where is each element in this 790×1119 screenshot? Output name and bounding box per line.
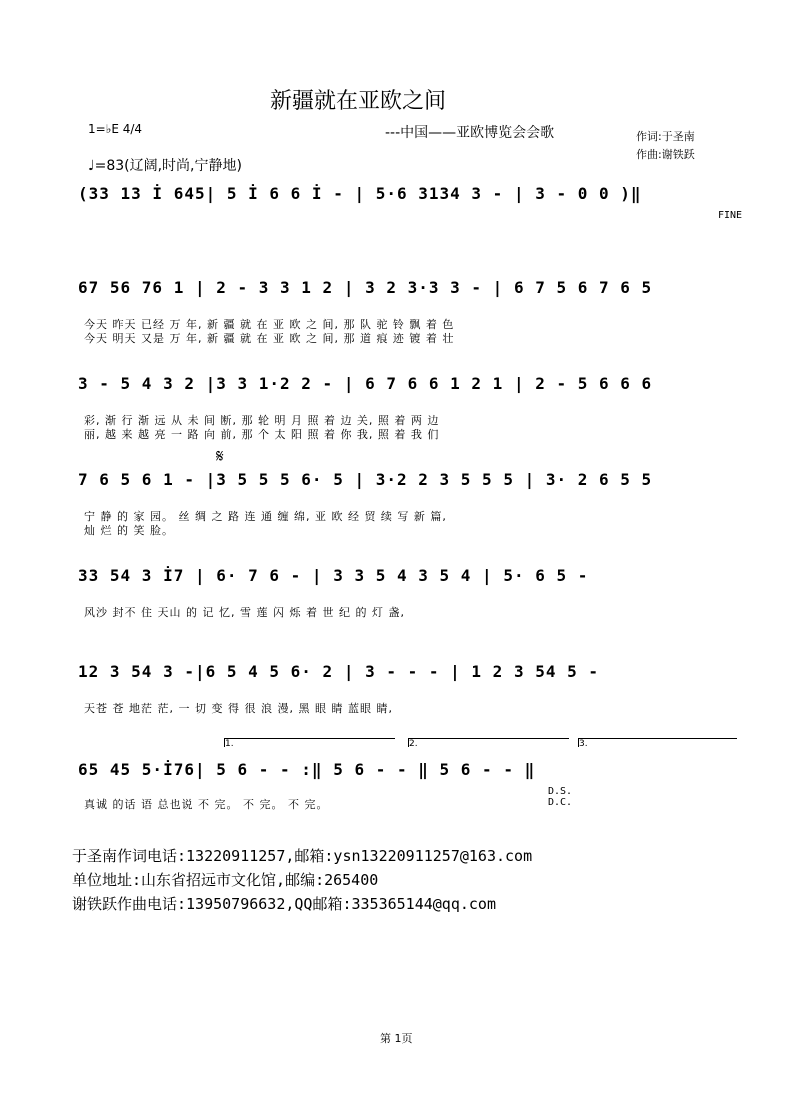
fine-marker: FINE bbox=[718, 210, 743, 221]
lyric-verse-1: 宁 静 的 家 园。 丝 绸 之 路 连 通 缠 绵, 亚 欧 经 贸 续 写 新 篇, bbox=[84, 510, 447, 523]
notation: 33 54 3 İ7 | 6· 7 6 - | 3 3 5 4 3 5 4 | 5· 6 5 - bbox=[78, 566, 589, 585]
contact-line-3: 谢铁跃作曲电话:13950796632,QQ邮箱:335365144@qq.com bbox=[72, 895, 496, 913]
lyric-verse-1: 彩, 渐 行 渐 远 从 未 间 断, 那 轮 明 月 照 着 边 关, 照 着 两 边 bbox=[84, 414, 440, 427]
lyric-verse-1: 真诚 的话 语 总也说 不 完。 不 完。 不 完。 bbox=[84, 798, 329, 811]
notation: 65 45 5·İ76| 5 6 - - :‖ 5 6 - - ‖ 5 6 - - ‖ bbox=[78, 760, 536, 779]
lyric-verse-2: 灿 烂 的 笑 脸。 bbox=[84, 524, 174, 537]
composer-credit: 作曲:谢铁跃 bbox=[636, 148, 695, 161]
notation: 67 56 76 1 | 2 - 3 3 1 2 | 3 2 3·3 3 - | 6 7 5 6 7 6 5 bbox=[78, 278, 653, 297]
notation: 3 - 5 4 3 2 |3 3 1·2 2 - | 6 7 6 6 1 2 1 | 2 - 5 6 6 6 bbox=[78, 374, 653, 393]
lyric-verse-2: 丽, 越 来 越 亮 一 路 向 前, 那 个 太 阳 照 着 你 我, 照 着 我 们 bbox=[84, 428, 440, 441]
lyric-verse-1: 风沙 封不 住 天山 的 记 忆, 雪 莲 闪 烁 着 世 纪 的 灯 盏, bbox=[84, 606, 405, 619]
volta-2: 2. bbox=[408, 738, 569, 747]
lyric-verse-2: 今天 明天 又是 万 年, 新 疆 就 在 亚 欧 之 间, 那 道 痕 迹 镀 着 壮 bbox=[84, 332, 455, 345]
tempo-marking: ♩=83(辽阔,时尚,宁静地) bbox=[88, 158, 242, 174]
key-signature: 1=♭E 4/4 bbox=[88, 122, 143, 136]
lyric-verse-1: 今天 昨天 已经 万 年, 新 疆 就 在 亚 欧 之 间, 那 队 驼 铃 飘 着 色 bbox=[84, 318, 455, 331]
contact-line-1: 于圣南作词电话:13220911257,邮箱:ysn13220911257@163.com bbox=[72, 847, 533, 865]
page-number: 第 1页 bbox=[380, 1032, 413, 1045]
lyric-verse-1: 天苍 苍 地茫 茫, 一 切 变 得 很 浪 漫, 黑 眼 睛 蓝眼 睛, bbox=[84, 702, 393, 715]
notation: 7 6 5 6 1 - |3 5 5 5 6· 5 | 3·2 2 3 5 5 5 | 3· 2 6 5 5 bbox=[78, 470, 653, 489]
notation: (33 13 İ 645| 5 İ 6 6 İ - | 5·6 3134 3 - | 3 - 0 0 )‖ bbox=[78, 184, 642, 203]
song-title: 新疆就在亚欧之间 bbox=[270, 89, 447, 114]
volta-1: 1. bbox=[224, 738, 395, 747]
segno-sign: 𝄋 bbox=[216, 446, 224, 467]
notation: 12 3 54 3 -|6 5 4 5 6· 2 | 3 - - - | 1 2 3 54 5 - bbox=[78, 662, 600, 681]
ds-dc-markers: D.S. D.C. bbox=[548, 786, 573, 808]
lyricist-credit: 作词:于圣南 bbox=[636, 130, 695, 143]
volta-3: 3. bbox=[578, 738, 737, 747]
song-subtitle: ---中国——亚欧博览会会歌 bbox=[385, 125, 555, 141]
contact-line-2: 单位地址:山东省招远市文化馆,邮编:265400 bbox=[72, 871, 379, 889]
